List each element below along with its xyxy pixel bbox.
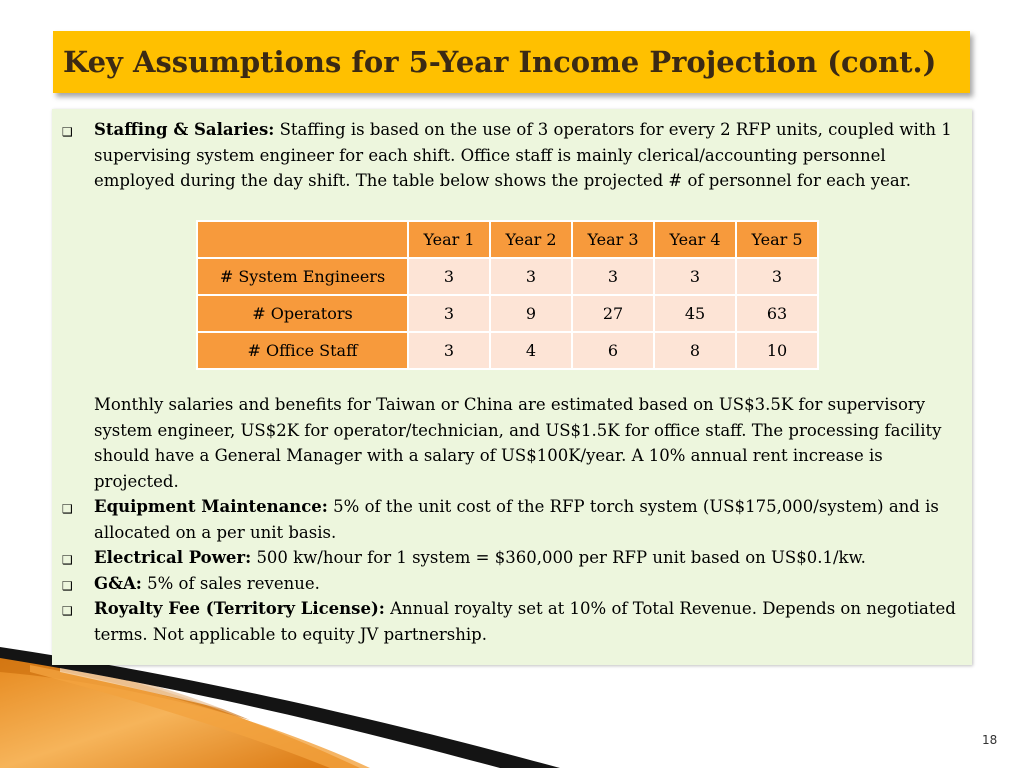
staffing-text: Staffing is based on the use of 3 operators for every 2 RFP units, coupled with 1 supervising system engineer for each shift. Office staff is mainly clerical/accounting personnel employed during the day shift. The table below shows the projected # of personnel for each year.	[94, 120, 952, 190]
royalty-paragraph	[94, 596, 964, 647]
row-label: # Operators	[197, 295, 408, 332]
salaries-paragraph: Monthly salaries and benefits for Taiwan or China are estimated based on US$3.5K for supervisory system engineer, US$2K for operator/technician, and US$1.5K for office staff. The processing facility should have a General Manager with a salary of US$100K/year. A 10% annual rent increase is projected.	[94, 395, 942, 491]
table-header-row	[197, 221, 818, 258]
column-header: Year 2	[490, 221, 572, 258]
checkbox-bullet-icon: ❑	[62, 502, 73, 516]
table-cell: 4	[490, 332, 572, 369]
checkbox-bullet-icon: ❑	[62, 579, 73, 593]
column-header: Year 5	[736, 221, 818, 258]
equipment-label: Equipment Maintenance:	[94, 497, 328, 516]
royalty-text: Annual royalty set at 10% of Total Revenue. Depends on negotiated terms. Not applicable to equity JV partnership.	[94, 599, 956, 644]
page-number: 18	[982, 733, 998, 747]
table-row	[197, 332, 818, 369]
electrical-paragraph	[94, 545, 964, 571]
table-cell: 63	[736, 295, 818, 332]
table-cell: 10	[736, 332, 818, 369]
personnel-table	[196, 220, 819, 370]
row-label: # System Engineers	[197, 258, 408, 295]
slide-title: Key Assumptions for 5-Year Income Projection (cont.)	[63, 45, 937, 79]
table-cell: 3	[408, 332, 490, 369]
table-cell: 3	[490, 258, 572, 295]
title-bar	[53, 31, 970, 93]
column-header: Year 4	[654, 221, 736, 258]
table-cell: 8	[654, 332, 736, 369]
table-cell: 3	[408, 258, 490, 295]
table-row	[197, 258, 818, 295]
row-label: # Office Staff	[197, 332, 408, 369]
table-cell: 27	[572, 295, 654, 332]
checkbox-bullet-icon: ❑	[62, 553, 73, 567]
table-row	[197, 295, 818, 332]
ga-text: 5% of sales revenue.	[147, 574, 320, 593]
column-header: Year 1	[408, 221, 490, 258]
staffing-paragraph	[94, 117, 964, 194]
table-cell: 9	[490, 295, 572, 332]
checkbox-bullet-icon: ❑	[62, 125, 73, 139]
table-corner-cell	[197, 221, 408, 258]
table-cell: 45	[654, 295, 736, 332]
table-cell: 6	[572, 332, 654, 369]
equipment-paragraph	[94, 494, 964, 545]
equipment-text: 5% of the unit cost of the RFP torch system (US$175,000/system) and is allocated on a per unit basis.	[94, 497, 939, 542]
table-cell: 3	[736, 258, 818, 295]
column-header: Year 3	[572, 221, 654, 258]
electrical-text: 500 kw/hour for 1 system = $360,000 per RFP unit based on US$0.1/kw.	[256, 548, 866, 567]
staffing-label: Staffing & Salaries:	[94, 120, 275, 139]
table-cell: 3	[654, 258, 736, 295]
table-cell: 3	[572, 258, 654, 295]
electrical-label: Electrical Power:	[94, 548, 252, 567]
table-cell: 3	[408, 295, 490, 332]
royalty-label: Royalty Fee (Territory License):	[94, 599, 385, 618]
ga-paragraph	[94, 571, 964, 597]
checkbox-bullet-icon: ❑	[62, 604, 73, 618]
ga-label: G&A:	[94, 574, 142, 593]
